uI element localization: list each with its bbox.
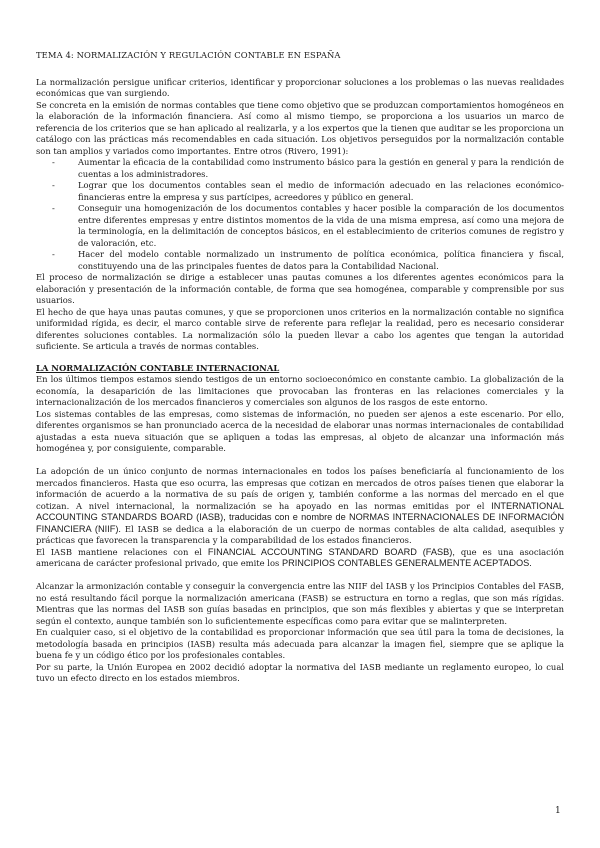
document-page bbox=[36, 50, 564, 685]
body-paragraph: En cualquier caso, si el objetivo de la contabilidad es proporcionar información que sea útil para la toma de decisiones, la metodología basada en principios (IASB) resulta más adecuada para alcanzar la imagen fiel, siempre que se aplique la buena fe y un código ético por los profesionales contables. bbox=[36, 627, 564, 660]
paragraph-gap bbox=[36, 570, 564, 582]
body-paragraph: El proceso de normalización se dirige a establecer unas pautas comunes a los diferentes agentes económicos para la elaboración y presentación de la información contable, de forma que sea homogénea, comparable y comprensible por sus usuarios. bbox=[36, 272, 564, 305]
text-run: El IASB se dedica a la elaboración de un cuerpo de normas contables de alta calidad, asequibles y prácticas que favorecen la transparencia y la comparabilidad de los estados financieros. bbox=[36, 523, 564, 545]
body-paragraph: Los sistemas contables de las empresas, como sistemas de información, no pueden ser ajenos a este escenario. Por ello, diferentes organismos se han pronunciado acerca de la necesidad de elaborar unas normas internacionales de contabilidad ajustadas a esta nueva situación que se apliquen a todas las empresas, al objeto de alcanzar una información más homogénea y, por consiguiente, comparable. bbox=[36, 408, 564, 453]
body-paragraph: Por su parte, la Unión Europea en 2002 decidió adoptar la normativa del IASB mediante un reglamento europeo, lo cual tuvo un efecto directo en los estados miembros. bbox=[36, 661, 564, 683]
text-run: La adopción de un único conjunto de normas internacionales en todos los países beneficiaría al funcionamiento de los mercados financieros. Hasta que eso ocurra, las empresas que cotizan en mercados de otros países tienen que elaborar la información de acuerdo a la normativa de su país de origen y, también conforme a las normas del mercado en el que cotizan. A nivel internacional, la normalización se ha apoyado en las normas emitidas por el bbox=[36, 466, 564, 511]
body-paragraph bbox=[36, 466, 564, 547]
paragraph-gap bbox=[36, 455, 564, 467]
objective-item: - Conseguir una homogenización de los documentos contables y hacer posible la comparación de los documentos entre diferentes empresas y entre distintos momentos de la vida de una misma empresa, así como una mejora de la terminología, en la delimitación de conceptos básicos, en el establecimiento de criterios comunes de registro y de valoración, etc. bbox=[78, 203, 564, 249]
text-run-org-name: INTERNATIONAL ACCOUNTING STANDARDS BOARD (IASB), traducidas con e nombre de NORMAS INTERNACIONALES DE INFORMACIÓN FINANCIERA (NIIF). bbox=[36, 500, 564, 534]
intro-paragraph: La normalización persigue unificar criterios, identificar y proporcionar soluciones a los problemas o las nuevas realidades económicas que van surgiendo. bbox=[36, 76, 564, 98]
text-run-org-name: FINANCIAL ACCOUNTING STANDARD BOARD (FASB), bbox=[207, 546, 455, 557]
objective-item: - Lograr que los documentos contables sean el medio de información adecuado en las relaciones económico-financieras entre la empresa y sus partícipes, acreedores y público en general. bbox=[78, 180, 564, 203]
document-title: TEMA 4: NORMALIZACIÓN Y REGULACIÓN CONTABLE EN ESPAÑA bbox=[36, 50, 341, 60]
body-paragraph: En los últimos tiempos estamos siendo testigos de un entorno socioeconómico en constante cambio. La globalización de la economía, la desaparición de las limitaciones que provocaban las fronteras en las relaciones comerciales y la internacionalización de los mercados financieros y comerciales son algunos de los rasgos de este entorno. bbox=[36, 374, 564, 407]
objectives-list bbox=[36, 157, 564, 272]
body-paragraph: Alcanzar la armonización contable y conseguir la convergencia entre las NIIF del IASB y los Principios Contables del FASB, no está resultando fácil porque la normalización americana (FASB) se estructura en torno a reglas, que son más rígidas. Mientras que las normas del IASB son guías basadas en principios, que son más flexibles y abiertas y que se interpretan según el contexto, aunque también son lo suficientemente específicas como para evitar que se malinterpreten. bbox=[36, 581, 564, 626]
body-paragraph: El hecho de que haya unas pautas comunes, y que se proporcionen unos criterios en la normalización contable no significa uniformidad rígida, es decir, el marco contable sirve de referente para reflejar la realidad, pero es necesario considerar diferentes soluciones contables. La normalización sólo la pueden llevar a cabo los agentes que tengan la autoridad suficiente. Se articula a través de normas contables. bbox=[36, 306, 564, 351]
body-paragraph bbox=[36, 547, 564, 570]
text-run-org-name: PRINCIPIOS CONTABLES GENERALMENTE ACEPTADOS. bbox=[281, 558, 532, 568]
intro-paragraph: Se concreta en la emisión de normas contables que tiene como objetivo que se produzcan comportamientos homogéneos en la elaboración de la información financiera. Así como al mismo tiempo, se proporciona a los usuarios un marco de referencia de los criterios que se han aplicado al realizarla, y a los expertos que la tienen que auditar se les proporciona un catálogo con las prácticas más recomendables en cada situación. Los objetivos perseguidos por la normalización contable son tan amplios y variados como importantes. Entre otros (Rivero, 1991): bbox=[36, 99, 564, 156]
text-run: El IASB mantiene relaciones con el bbox=[36, 546, 208, 557]
objective-item: - Hacer del modelo contable normalizado un instrumento de política económica, política financiera y fiscal, constituyendo una de las principales fuentes de datos para la Contabilidad Nacional. bbox=[78, 249, 564, 272]
objective-item: - Aumentar la eficacia de la contabilidad como instrumento básico para la gestión en general y para la rendición de cuentas a los administradores. bbox=[78, 157, 564, 180]
page-number: 1 bbox=[555, 806, 561, 816]
text-run: que es una asociación americana de carácter profesional privado, que emite los bbox=[36, 546, 564, 568]
section-heading: LA NORMALIZACIÓN CONTABLE INTERNACIONAL bbox=[36, 362, 280, 373]
